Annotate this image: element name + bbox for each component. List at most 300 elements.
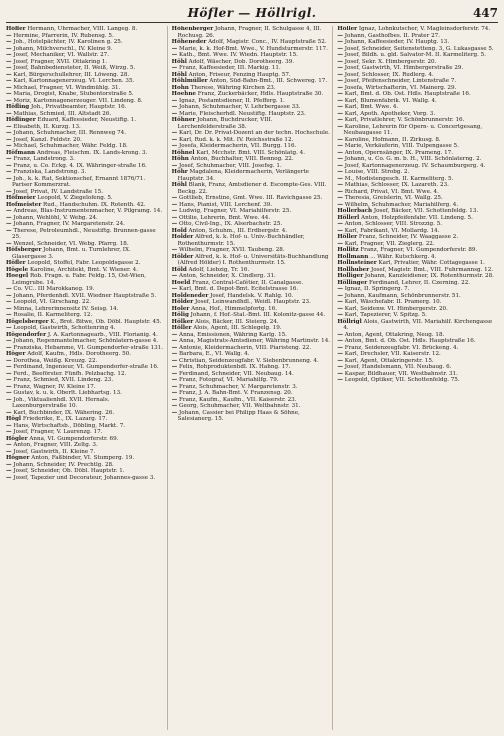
entry-details: Georg, Schuhmacher, VII. Weltbahnstr. 31. [177, 403, 301, 409]
entry-details: Maria, Drogist, Knabe, Stubentorstraße 5. [11, 91, 134, 97]
entry-name: — [337, 221, 343, 227]
entry-name: — [337, 91, 343, 97]
entry-name: — [337, 169, 343, 175]
directory-entry [6, 176, 165, 189]
entry-details: Johann, Schuhmacher, V. Lehrbergasse 33. [177, 104, 301, 110]
entry-details: Anton, Schlosser, VIII. Strozzig. 5. [342, 221, 443, 227]
entry-details: Karl, Privatlehrer, V. Schönbrunnerstr. 16. [342, 117, 465, 123]
entry-details: Josef, Privat, IV. Landstraße 15. [11, 188, 104, 195]
entry-name: — [171, 286, 178, 292]
entry-name: Höhn [171, 156, 189, 162]
entry-name: — [6, 214, 12, 221]
entry-details: Theresia, Greislerin, VI. Wallg. 25. [342, 195, 443, 201]
entry-name: — [6, 390, 12, 396]
entry-name: — [6, 325, 12, 331]
entry-name: — [6, 227, 12, 234]
entry-name: — [6, 474, 12, 481]
entry-name: — [337, 305, 343, 312]
entry-name: — [337, 201, 343, 208]
entry-name: — [171, 110, 178, 117]
entry-name: Holdeneder [171, 292, 209, 299]
entry-name: — [6, 58, 12, 65]
entry-details: Ferdinand, Schneider, VII. Neubaug. 14. [177, 370, 294, 377]
entry-name: Hold [171, 227, 187, 234]
entry-details: Josef, Schneider, Ob. Döbl. Hauptstr. 1. [11, 468, 125, 474]
entry-name: — [6, 468, 12, 474]
entry-name: — [171, 104, 178, 110]
entry-name: — [6, 78, 12, 84]
entry-details: Ignaz, Lohnkutscher, V. Magleinsdorferstr. 74. [357, 26, 491, 32]
entry-details: Josef, Tapezier und Decorateur, Johannes-gasse 3. [11, 474, 156, 481]
entry-name: Holer [171, 305, 190, 312]
entry-name: — [6, 175, 12, 182]
entry-name: — [6, 286, 12, 292]
entry-name: Höller [337, 234, 358, 240]
entry-name: — [171, 364, 178, 370]
directory-entry [337, 377, 496, 384]
title-dash: — [238, 6, 251, 20]
entry-details: Karoline, Hofmann, II. Zirkusg. 8. [342, 136, 441, 143]
entry-name: — [6, 84, 12, 91]
entry-name: Hohn [171, 84, 189, 91]
entry-details: Anton, Friseur, Fenzing Hauptg. 57. [186, 71, 291, 78]
page-number: 447 [472, 6, 498, 20]
entry-details: Alois, Gastwirth, VII. Mariahilf. Kirchengasse 4. [343, 318, 493, 331]
entry-details: Josef, Fragner, V. Laurenzg. 17. [11, 429, 103, 435]
entry-details: Michael, Schuhmacher, Währ. Feldg. 18. [11, 143, 128, 149]
entry-name: — [6, 143, 12, 149]
entry-details: Josef, Bildh. u. gld. Salvator-M. II. Karmeliterg. 5. [342, 52, 487, 58]
entry-name: Höllerl [337, 214, 360, 221]
entry-name: — [337, 188, 343, 195]
entry-details: Johann, Regenmantelmacher, Schönlatern-gasse 4. [11, 338, 159, 344]
entry-details: Franz, Landstrong. 3. [11, 156, 75, 162]
entry-details: Anton, Holzpfeifenfabr. VII. Lindeng. 5. [359, 214, 473, 221]
entry-details: Franz, Schuhmacher, V. Margaretenstr. 3. [177, 383, 298, 390]
entry-details: Moriz, Kartonnagenerzeuger. VII. Lindeng. 8. [11, 97, 143, 104]
entry-name: — [171, 403, 178, 409]
entry-details: Andreas, Blas-Instrumentenmacher, V. Pilgramg. 14. [11, 208, 163, 214]
entry-name: — [6, 370, 12, 377]
entry-name: Höhenberger [171, 26, 214, 32]
entry-details: ... Währ. Kutschkerg. 4. [368, 253, 437, 260]
directory-entry [172, 410, 331, 423]
entry-details: Hermine, Pfarrerin, IV. Rubensg. 5. [11, 32, 114, 39]
entry-details: Ottilie, Lehrerin, Bmt. Wwe. 44. [177, 214, 271, 221]
entry-details: Karl, Dr. Dr. Privat-Dozent an der techn. Hochschule. [177, 130, 330, 136]
entry-name: — [337, 110, 343, 117]
entry-details: Blank, Franz, Amtsdiener d. Escompte-Ges. VIII. Beckg. 22. [177, 182, 327, 195]
entry-name: — [171, 221, 178, 227]
entry-name: — [6, 305, 12, 312]
entry-name: — [337, 338, 343, 344]
entry-details: Karl, Kartonnagenerzeug. VI. Lerchen. 35. [11, 78, 135, 84]
entry-name: Hofmeister [6, 201, 42, 208]
entry-name: — [337, 182, 343, 188]
entry-details: Josef, Fragner, XVII. Ottakring 1. [11, 58, 108, 65]
entry-details: Karl, Wäschefabr. II. Pramerg. 10. [342, 299, 442, 305]
entry-details: Karl, Privatier, Währ. Cottagegasse 1. [376, 260, 485, 266]
entry-name: — [6, 71, 12, 78]
entry-name: — [337, 71, 343, 78]
entry-name: — [337, 143, 343, 149]
entry-name: — [337, 331, 343, 338]
directory-entry [337, 319, 496, 332]
entry-name: — [171, 65, 178, 71]
entry-name: — [6, 442, 12, 448]
entry-details: Mathias, Schlosser, IX. Lazareth. 23. [342, 182, 449, 188]
entry-name: — [6, 396, 12, 403]
entry-name: — [337, 84, 343, 91]
entry-details: Josef, Schlosser, IX. Rudlerg. 4. [342, 71, 434, 78]
entry-name: Hoehne [171, 91, 196, 97]
entry-details: Josef, Magistr. Bmt., VIII. Fuhrmannsg. 12. [369, 266, 494, 273]
columns [6, 26, 498, 730]
entry-details: Magdalena, Kleidermacherin, Verlängerte Hauptstr. 34. [177, 169, 309, 182]
entry-details: Karl, Buchbinder, IX. Wähering. 26. [11, 409, 115, 416]
entry-details: Christian, Seidenzeugfabr. V. Siebenbrunneng. 4. [177, 357, 319, 364]
entry-details: Karl, Mcchstr. Bmt. VIII. Schönlatg. 4. [194, 149, 305, 156]
entry-details: Josef, Mechaniker, VI. Wallstr. 27. [11, 52, 110, 58]
entry-name: — [171, 390, 178, 396]
entry-details: Leopold, Gastwirth, Schottenring 4. [11, 325, 116, 331]
entry-name: — [337, 175, 343, 182]
entry-details: Therese, Währing Kirchen 23. [188, 84, 276, 91]
entry-details: Friederike, E., IX. Lazarg. 17. [21, 416, 108, 422]
entry-name: — [6, 429, 12, 435]
entry-details: Joh., Hotelpächter, IV. Karolinen g. 25. [11, 39, 123, 45]
entry-name: Hoeld [171, 279, 191, 286]
entry-name: — [6, 162, 12, 169]
entry-details: Antonie, Kleidermacherin, VIII. Piaristeng. 22. [177, 344, 312, 351]
entry-name: — [171, 52, 178, 58]
entry-name: — [171, 208, 178, 214]
entry-name: — [6, 32, 12, 39]
entry-details: Anton, Opernsänger, IX. Prameng. 17. [342, 149, 453, 156]
entry-name: — [337, 364, 343, 370]
entry-details: Johann, u. Co. G. m. b. H., VIII. Schönlaterng. 2. [342, 156, 482, 162]
entry-name: — [6, 208, 12, 214]
entry-name: — [337, 162, 343, 169]
entry-name: Höller [171, 325, 192, 331]
entry-details: Ferdinand, Ingenieur, VI. Gumpendorfer-straße 16. [11, 364, 159, 370]
entry-details: Anton, Schneider, X. Cindlerg. 31. [177, 273, 276, 279]
entry-details: Josef, Gastwirth, II. Kleine 7. [11, 448, 96, 455]
entry-name: — [6, 136, 12, 143]
entry-name: — [337, 58, 343, 65]
entry-details: Johann, Kaufmann, Schönbrunnerstr. 51. [342, 292, 461, 299]
entry-name: — [171, 370, 178, 377]
entry-details: Franziska, Landstrong. 3. [11, 169, 87, 175]
entry-details: Karl, Rud. k. k. Mit. IV. Reichsstraße 12. [177, 136, 294, 143]
entry-details: Louise, VIII. Strobg. 2. [342, 169, 410, 175]
entry-name: Höfsberger [6, 247, 42, 253]
entry-details: Anna, VI. Gumpendorferstr. 69. [27, 435, 119, 442]
entry-details: Karl, Blumenfabrik. VI. Wallg. 4. [342, 97, 437, 104]
entry-name: — [171, 383, 178, 390]
entry-details: Josef, Schneider, Seitenstetteng. 3, G. Lukasgasse 5. [342, 45, 494, 52]
entry-details: Kath., Bmt. Wwe. IV. Wiedn. Hauptstr. 15. [177, 52, 298, 58]
entry-name: Hölder [171, 253, 194, 260]
entry-name: — [6, 123, 12, 130]
entry-details: Felix, Rohproduktenhdl. IX. Hahng. 17. [177, 364, 291, 370]
directory-entry [6, 273, 165, 286]
entry-name: Hölig [171, 312, 189, 318]
entry-name: Höhl [171, 182, 187, 188]
entry-name: — [6, 39, 12, 45]
entry-details: Elisabeth, II. Kurzg. 13. [11, 123, 81, 130]
directory-entry [6, 247, 165, 260]
entry-details: Dorothea, Weißg. Kreuzg. 22. [11, 357, 98, 364]
entry-name: — [337, 286, 343, 292]
entry-name: Hollhuber [337, 266, 370, 273]
entry-details: Anton, Agent, Ottakring, Neug. 18. [342, 331, 445, 338]
entry-name: — [6, 344, 12, 351]
entry-details: Alois, Agent, III. Schlegelg. 19. [191, 325, 282, 331]
entry-name: — [171, 143, 178, 149]
entry-details: Anton, Fragner, VIII. Zeltg. 3. [11, 442, 98, 448]
entry-details: Marie, Verkäuferin, VIII. Tulpengasse 5. [342, 143, 459, 149]
entry-details: Franz, Zuckerbäcker, Hdls. Hauptstraße 30. [195, 91, 324, 97]
entry-details: Hermann, Uhrmacher, VIII. Langeg. 8. [25, 26, 138, 32]
directory-entry [172, 117, 331, 130]
entry-details: Ferdinand, Lehrer, II. Czerning. 22. [367, 279, 471, 286]
entry-name: — [337, 312, 343, 318]
entry-name: — [6, 409, 12, 416]
entry-details: Franz, Fragner, VI. Gumpendorferstr. 89. [358, 247, 478, 253]
entry-details: Karl, Bmt. d. Ob. Ost. Hdls. Hauptstraße 16. [342, 91, 471, 97]
entry-name: — [6, 383, 12, 390]
entry-details: Josef, Kanzl. Feldstr. 20. [11, 136, 82, 143]
entry-details: Barbara, E., VI. Wallg. 4. [177, 351, 250, 357]
entry-name: Högendorfer [6, 331, 47, 338]
entry-details: Franz, u. Co. Eckg. 4. IX. Währinger-straße 16. [11, 162, 147, 169]
entry-details: K., Brot. Bitwe, Ob. Döbl. Hauptstr. 45. [48, 318, 162, 325]
entry-name: Hollerbach [337, 208, 373, 214]
entry-name: Höfler [6, 26, 26, 32]
entry-name: Höld [171, 266, 187, 273]
entry-details: Johann, Wehlöhl, V. Webg. 24. [11, 214, 98, 221]
entry-details: Otto, Civil-Ing., IX. Alserbachstr. 25. [177, 221, 283, 227]
page-header [6, 6, 498, 23]
entry-name: — [171, 409, 178, 416]
entry-name: Hollitz [337, 247, 359, 253]
entry-details: Josef, Gastwirth, VI. Himbergerstraße 29. [342, 65, 464, 71]
entry-name: — [171, 162, 178, 169]
entry-name: — [337, 78, 343, 84]
entry-details: Franz, Fotograf, VI. Mariahilfg. 79. [177, 377, 279, 383]
entry-name: Hölder [171, 299, 194, 305]
entry-details: Joh., Viktualienhdl. XVII. Hernals. Laxenburgerstraße 10. [11, 396, 110, 409]
entry-details: Josefa, Wirtschafterin, VI. Mainerg. 29. [342, 84, 457, 91]
entry-name: — [6, 45, 12, 52]
entry-details: Josefa, Kleidermacherin, VII. Burgg. 116. [177, 143, 297, 149]
entry-name: Holliger [337, 273, 364, 279]
entry-name: — [337, 52, 343, 58]
entry-name: — [6, 156, 12, 162]
entry-name: — [6, 448, 12, 455]
entry-details: Marie, Fleischerhdl. Neustiftg. Hauptstr. 23. [177, 110, 306, 117]
entry-name: — [171, 377, 178, 383]
entry-details: Anna, Hof., Himmelpfortg. 16. [189, 305, 278, 312]
entry-name: Höhr [171, 169, 188, 175]
entry-name: — [171, 344, 178, 351]
entry-name: — [337, 377, 343, 383]
entry-details: Franz, Kaufm., Kaufm., VII. Kaiserstr. 23. [177, 396, 297, 403]
entry-details: Gustav, k. u. k. Oberlt. Liebhartsg. 13. [11, 390, 122, 396]
entry-name: — [337, 156, 343, 162]
entry-name: Höhlmüller [171, 78, 208, 84]
entry-name: — [337, 292, 343, 299]
entry-details: Josef, Schuhmacher, VIII. Josefsg. 1. [177, 162, 282, 169]
entry-details: Johann, Schneider, IV. Prechtlg. 28. [11, 461, 114, 468]
title-right: Höllrigl. [255, 6, 317, 20]
entry-details: Alfred, k. k. Hof- u. Univ.-Buchhändler, Rothenthurmstr. 15. [177, 234, 305, 247]
entry-name: — [6, 221, 12, 227]
entry-name: — [171, 45, 178, 52]
entry-details: Franz, Schmied, XVII. Lindeng. 23. [11, 377, 114, 383]
directory-entry [6, 228, 165, 241]
entry-details: Johann, Kanzleidiener, IX. Rotenthurmstr. 28. [363, 273, 494, 279]
entry-details: M., Modistengesch. II. Karmeliterg. 5. [342, 175, 454, 182]
column-1 [6, 26, 168, 730]
entry-name: — [337, 344, 343, 351]
entry-name: — [171, 338, 178, 344]
entry-name: — [6, 338, 12, 344]
entry-name: Holder [171, 234, 194, 240]
entry-name: — [337, 299, 343, 305]
directory-entry [172, 26, 331, 39]
entry-details: Karl, Bmt. d. Depot-Bmt. Ecitelstrasse 16. [177, 286, 299, 292]
entry-details: Franz, J. A. Bahn-Bmt. V. Franzensg. 20. [177, 390, 293, 396]
entry-details: Johann, Bmt. u. Turnlehrer, IX. Glasergasse 3. [12, 247, 131, 260]
page-title [188, 6, 317, 20]
entry-name: Höheneder [171, 39, 207, 45]
entry-details: Adolf, Magistr. Conc., IV. Hauptstraße 52. [206, 39, 327, 45]
title-left: Höfler [187, 6, 234, 20]
entry-name: — [171, 351, 178, 357]
entry-details: Josef, Bäcker, VII. Schottenfeldg. 13. [372, 208, 479, 214]
entry-name: Högler [6, 435, 28, 442]
entry-details: Ferd., Beeförster. Fünfh. Pelzbachg. 12. [11, 370, 127, 377]
entry-details: Rob. Fragn. u. Fabr. Feldg. 15, Ost-Wien, Leimgrube. 14. [12, 273, 146, 286]
entry-name: Höfling [6, 104, 30, 110]
entry-name: — [171, 195, 178, 201]
entry-details: Karoline, Architekt, Bmt. V. Wiener. 4. [28, 266, 138, 273]
entry-details: Minna, Lehrerinnensitz IV. Seisg. 14. [11, 305, 119, 312]
entry-name: Högl [6, 416, 22, 422]
entry-details: Leopold, Optiker, VII. Schottenfeldg. 75. [342, 377, 460, 383]
entry-name: — [6, 299, 12, 305]
entry-name: — [337, 370, 343, 377]
entry-name: — [171, 331, 178, 338]
entry-name: — [6, 461, 12, 468]
entry-details: Hans, Wirtschaftsb., Döbling, Markt. 7. [11, 422, 126, 429]
entry-name: — [337, 351, 343, 357]
entry-name: Hölker [171, 318, 194, 325]
entry-details: Anton, Bmt. d. Ob. Ost. Hdls. Hauptstraße 16. [342, 338, 476, 344]
entry-details: Andreas, Fleischm. IX. Lands-krong. 3. [35, 149, 148, 156]
entry-details: Alois, Bäcker, III. Steierg. 24. [193, 318, 279, 325]
entry-name: — [6, 97, 12, 104]
entry-name: Hollmann [337, 253, 369, 260]
entry-details: Joh., k. k. Rat, Sektionschef, Ernannt 1876/71. Pariser Kommerzrat. [11, 175, 146, 188]
entry-details: Richard, Privat, VI. Bmt. Wwe. 4. [342, 188, 439, 195]
entry-name: — [6, 91, 12, 97]
entry-name: Högelsberger [6, 318, 49, 325]
entry-name: — [6, 110, 12, 117]
column-2 [172, 26, 334, 730]
entry-details: Franz, Central-Cafétier, II. Canalgasse. [190, 279, 304, 286]
entry-name: — [171, 357, 178, 364]
directory-entry [6, 397, 165, 410]
entry-name: Höllrigl [337, 318, 362, 325]
entry-name: — [171, 273, 178, 279]
entry-name: — [171, 201, 178, 208]
entry-name: Hoegel [6, 273, 29, 279]
entry-name: — [171, 136, 178, 143]
entry-details: Karl, Agent, Ottakringerstr. 15. [342, 357, 434, 364]
entry-name: Höflinger [6, 117, 36, 123]
entry-name: — [337, 45, 343, 52]
entry-details: Franz, Seidenzeugfabr. VI. Brückeng. 4. [342, 344, 459, 351]
entry-details: Adolf, Kaufm., Hdls. Dorotheerg. 50. [25, 351, 131, 357]
entry-name: — [337, 32, 343, 39]
entry-name: — [337, 97, 343, 104]
entry-details: Johann, Buchdrucker, VIII. Lerchenfelderstraße 38. [177, 117, 273, 130]
entry-details: Anna, Magistrats-Amtsdiener, Währing Martinstr. 14. [177, 338, 331, 344]
entry-details: Karl, Bürgerschullehrer, III. Löweng. 28. [11, 71, 130, 78]
entry-details: Therese, Petroleumhdl., Neustiftg. Brunnen-gasse 25. [11, 227, 156, 240]
entry-details: Anton, Faßbinder, VI. Stumperg. 19. [29, 455, 135, 461]
directory-entry [337, 124, 496, 137]
entry-name: Höhner [171, 117, 196, 123]
entry-details: Karl, Tapezierer, V. Spitzg. 5. [342, 312, 427, 318]
entry-details: Wilhelm, Schuhmacher, Mariahilferg. 4. [342, 201, 459, 208]
entry-details: Co. VC.. III Marokkaneg. 19. [11, 286, 95, 292]
entry-name: — [6, 240, 12, 247]
entry-details: Adolf, Liebzig, Tr. 16. [186, 266, 250, 273]
entry-name: — [6, 312, 12, 318]
entry-name: — [337, 39, 343, 45]
entry-details: Franz, Schneider, IV. Waaggasse 2. [357, 234, 459, 240]
entry-details: Franziska, Hebamme, VI. Gumpendorfer-straße 131. [11, 344, 163, 351]
entry-details: Marie, k. k. Hof-Bmt. Wwe., V. Hundsturmerstr. 117. [177, 45, 328, 52]
entry-details: Johann, f. Hof.-Stal.-Bmt. III. Kolonitz-gasse 44. [188, 312, 326, 318]
entry-details: Eduard, Kaffeesieder, Neustiftg. 1. [35, 117, 136, 123]
entry-details: Leopold, V. Ziegelofeng. 5. [35, 195, 113, 201]
entry-name: — [171, 214, 178, 221]
entry-details: Josef, Pfeifenschneider, Lintenstraße 7. [342, 78, 457, 84]
entry-details: Alfred, k. k. Hof- u. Universitäts-Buchhandlung (Alfred Hölder) I. Rothenthurmstr. 15. [177, 253, 329, 266]
entry-details: Rud., Handschuhm. IX. Rotenth. 42. [41, 201, 146, 208]
entry-details: Josef, Kartonnagenerzeug. IV. Schaumburgerg. 4. [342, 162, 486, 169]
entry-name: — [171, 247, 178, 253]
entry-details: Wilhelm, Fragner, XVII. Taubeng. 28. [177, 247, 285, 253]
entry-details: Ignaz, Postamtsdiener, II. Pfefferg. 1. [177, 97, 285, 104]
entry-details: Michael, Fragner, VI. Windmühlg. 31. [11, 84, 121, 91]
entry-details: Josef, Leinwandhdl., Weidl. Hauptstr. 23. [193, 299, 311, 305]
entry-details: Kaspar, Bildhauer, VII. Westbahnstr. 31. [342, 370, 458, 377]
entry-name: — [337, 136, 343, 143]
entry-details: Wenzel, Schneider, VI. Webg. Pfarrg. 18. [11, 240, 129, 247]
entry-details: Leopold, Stoffel, Fabr. Leopoldsgasse 2. [25, 260, 141, 266]
entry-details: Karl, Apoth. Apotheker, Vorg. 3. [342, 110, 436, 117]
entry-details: J. A. Kartonnagearb., VIII. Florianig. 4. [46, 331, 158, 338]
entry-name: Höfler [6, 260, 26, 266]
entry-details: Johann, Pferdenhdl. XVII. Wiedner Hauptstraße 5. [11, 292, 157, 299]
entry-name: Höller [337, 26, 358, 32]
